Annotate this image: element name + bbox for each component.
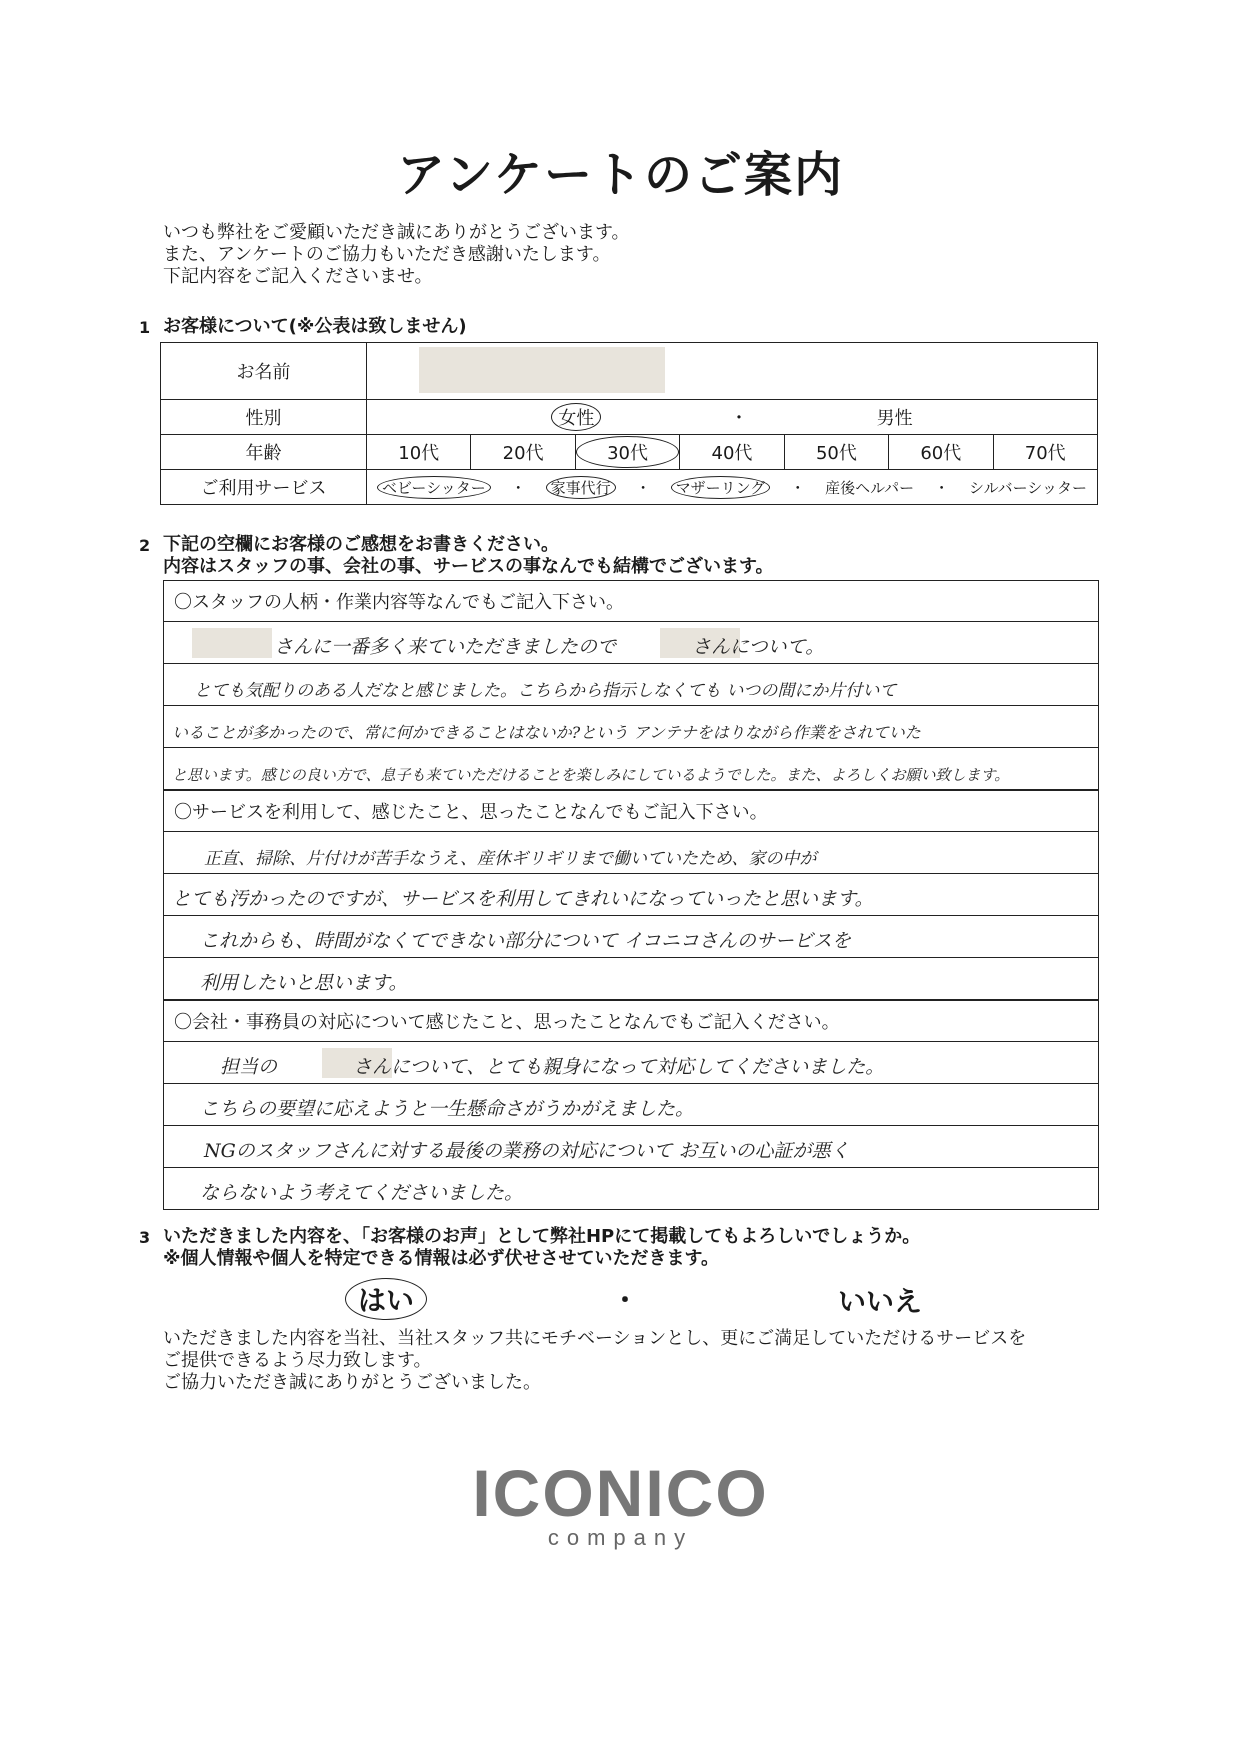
age-option: 60代 — [888, 435, 992, 469]
gender-separator: ・ — [729, 408, 748, 429]
service-silver-sitter: シルバーシッター — [969, 478, 1087, 497]
age-option: 10代 — [398, 443, 440, 464]
company-logo — [0, 1455, 1241, 1551]
intro-text — [163, 222, 630, 288]
answer-line — [164, 916, 1098, 958]
logo-wordmark: ICONICO — [472, 1456, 769, 1530]
intro-line: 下記内容をご記入くださいませ。 — [163, 266, 433, 287]
answer-text: NGのスタッフさんに対する最後の業務の対応について お互いの心証が悪く — [204, 1140, 850, 1162]
service-separator: ・ — [635, 478, 651, 497]
intro-line: いつも弊社をご愛顧いただき誠にありがとうございます。 — [163, 222, 630, 243]
age-30s-circle: 30代 — [576, 436, 679, 468]
gender-options — [367, 400, 1098, 435]
answer-text: さんに一番多く来ていただきましたので さんについて。 — [274, 636, 825, 658]
answer-text: とても気配りのある人だなと感じました。こちらから指示しなくても いつの間にか片付いて — [194, 681, 897, 701]
answer-line — [164, 958, 1098, 1000]
gender-label: 性別 — [161, 400, 367, 435]
answer-text: とても汚かったのですが、サービスを利用してきれいになっていったと思います。 — [172, 888, 874, 910]
closing-line: ご協力いただき誠にありがとうございました。 — [163, 1372, 541, 1393]
service-separator: ・ — [934, 478, 950, 497]
closing-line: ご提供できるよう尽力致します。 — [163, 1350, 432, 1371]
service-postpartum-helper: 産後ヘルパー — [825, 478, 915, 497]
answer-text: ならないよう考えてくださいました。 — [200, 1182, 524, 1204]
service-label: ご利用サービス — [161, 470, 367, 505]
section-2-heading-1: 下記の空欄にお客様のご感想をお書きください。 — [163, 534, 559, 555]
answer-line — [164, 832, 1098, 874]
age-option-selected — [575, 435, 679, 469]
age-option: 40代 — [679, 435, 783, 469]
answer-text: いることが多かったので、常に何かできることはないか?という アンテナをはりながら作業をされていた — [172, 723, 921, 742]
answer-line — [164, 748, 1098, 790]
redacted-name — [419, 347, 665, 393]
section-1-heading: お客様について(※公表は致しません) — [163, 316, 467, 337]
customer-info-table — [160, 342, 1098, 505]
question-company: 〇会社・事務員の対応について感じたこと、思ったことなんでもご記入ください。 — [164, 1000, 1098, 1042]
answer-text: 利用したいと思います。 — [200, 972, 408, 994]
answer-text: これからも、時間がなくてできない部分について イコニコさんのサービスを — [200, 930, 851, 952]
intro-line: また、アンケートのご協力もいただき感謝いたします。 — [163, 244, 611, 265]
age-option: 50代 — [784, 435, 888, 469]
answer-line — [164, 874, 1098, 916]
section-3-note: ※個人情報や個人を特定できる情報は必ず伏せさせていただきます。 — [163, 1248, 720, 1269]
service-separator: ・ — [790, 478, 806, 497]
service-mothering-selected: マザーリング — [671, 476, 771, 499]
answer-text: こちらの要望に応えようと一生懸命さがうかがえました。 — [200, 1098, 695, 1120]
section-1-number: 1 — [139, 318, 151, 337]
question-staff: 〇スタッフの人柄・作業内容等なんでもご記入下さい。 — [164, 581, 1098, 622]
section-3-question: いただきました内容を、「お客様のお声」として弊社HPにて掲載してもよろしいでしょうか。 — [163, 1226, 921, 1247]
consent-no: いいえ — [838, 1285, 923, 1318]
gender-male: 男性 — [876, 408, 913, 429]
name-label: お名前 — [161, 343, 367, 400]
answer-text: と思います。感じの良い方で、息子も来ていただけることを楽しみにしているようでした。また、よろしくお願い致します。 — [172, 766, 1010, 784]
answer-line — [164, 1042, 1098, 1084]
section-3-number: 3 — [139, 1228, 151, 1247]
closing-text — [163, 1328, 1026, 1394]
age-options — [367, 435, 1098, 470]
closing-line: いただきました内容を当社、当社スタッフ共にモチベーションとし、更にご満足していただけるサービスを — [163, 1328, 1027, 1349]
answer-text: 正直、掃除、片付けが苦手なうえ、産休ギリギリまで働いていたため、家の中が — [204, 849, 817, 869]
consent-yes-selected — [345, 1278, 427, 1320]
service-options — [367, 470, 1098, 505]
age-option: 70代 — [993, 435, 1097, 469]
answer-line — [164, 706, 1098, 748]
service-separator: ・ — [510, 478, 526, 497]
answer-line — [164, 1168, 1098, 1209]
redacted-staff-name — [192, 628, 272, 658]
service-housekeeping-selected: 家事代行 — [546, 476, 616, 499]
answer-line — [164, 1084, 1098, 1126]
page-title: アンケートのご案内 — [396, 147, 845, 203]
consent-yes-circle: はい — [345, 1278, 427, 1320]
answer-line — [164, 1126, 1098, 1168]
consent-separator: ・ — [612, 1286, 639, 1316]
feedback-box — [163, 580, 1099, 1210]
answer-line — [164, 622, 1098, 664]
section-2-number: 2 — [139, 536, 151, 555]
age-option: 20代 — [470, 435, 574, 469]
age-label: 年齢 — [161, 435, 367, 470]
gender-female-selected: 女性 — [551, 403, 601, 431]
service-babysitter-selected: ベビーシッター — [377, 476, 491, 499]
name-field — [367, 343, 1098, 400]
section-2-heading-2: 内容はスタッフの事、会社の事、サービスの事なんでも結構でございます。 — [163, 556, 774, 577]
question-service: 〇サービスを利用して、感じたこと、思ったことなんでもご記入下さい。 — [164, 790, 1098, 832]
answer-text: 担当の さんについて、とても親身になって対応してくださいました。 — [220, 1056, 885, 1078]
logo-subtitle: company — [547, 1525, 694, 1550]
answer-line — [164, 664, 1098, 706]
